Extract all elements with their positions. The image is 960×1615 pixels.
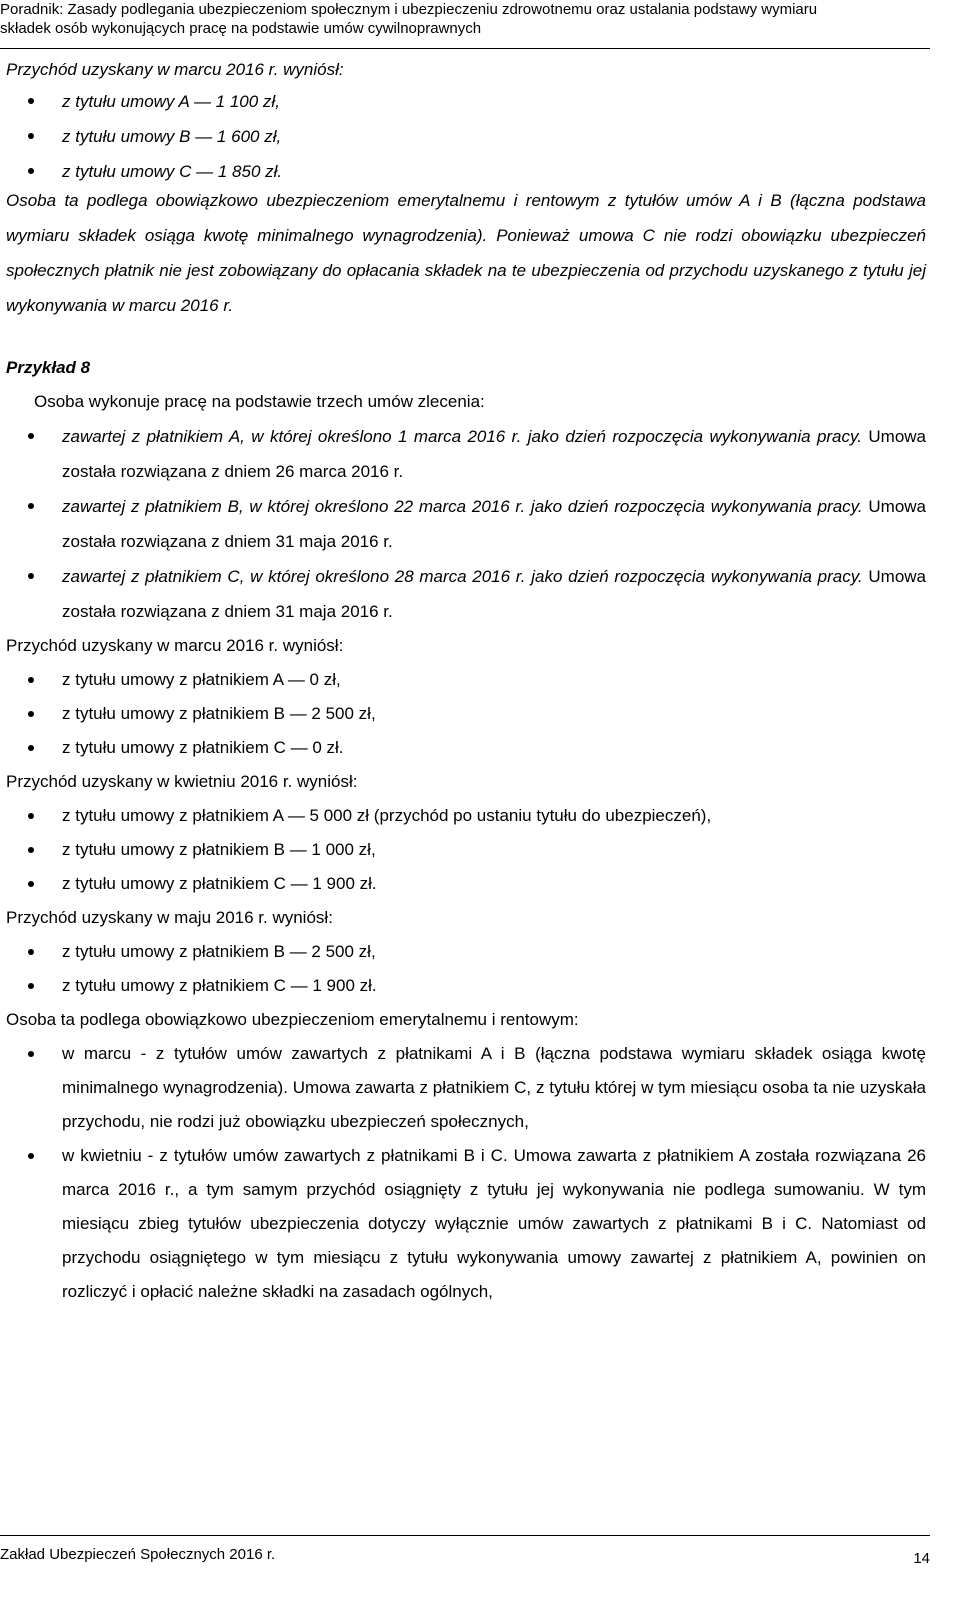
page-number: 14 <box>913 1550 930 1567</box>
conclusion-item-april: w kwietniu - z tytułów umów zawartych z płatnikami B i C. Umowa zawarta z płatnikiem A została rozwiązana 26 marca 2016 r., a tym samym przychód osiągnięty z tytułu jej wykonywania nie podlega sumowaniu. W tym miesiącu zbieg tytułów ubezpieczenia dotyczy wyłącznie umów zawartych z płatnikami B i C. Natomiast od przychodu osiągniętego w tym miesiącu z tytułu wykonywania umowy zawartej z płatnikiem A, powinien on rozliczyć i opłacić należne składki na zasadach ogólnych, <box>6 1139 926 1309</box>
income-march-items <box>6 663 926 765</box>
example-intro: Osoba wykonuje pracę na podstawie trzech umów zlecenia: <box>34 392 485 411</box>
contract-end: Umowa została rozwiązana z dniem 26 marca 2016 r. <box>62 427 926 481</box>
page-header <box>0 0 930 38</box>
income-march-list <box>6 84 926 189</box>
list-item: z tytułu umowy z płatnikiem C — 1 900 zł. <box>6 867 926 901</box>
list-item: z tytułu umowy z płatnikiem A — 5 000 zł (przychód po ustaniu tytułu do ubezpieczeń), <box>6 799 926 833</box>
contract-text: zawartej z płatnikiem B, w której określono 22 marca 2016 r. jako dzień rozpoczęcia wykonywania pracy. <box>62 497 863 516</box>
conclusion-item-march: w marcu - z tytułów umów zawartych z płatnikami A i B (łączna podstawa wymiaru składek osiąga kwotę minimalnego wynagrodzenia). Umowa zawarta z płatnikiem C, z tytułu której w tym miesiącu osoba ta nie uzyskała przychodu, nie rodzi już obowiązku ubezpieczeń społecznych, <box>6 1037 926 1139</box>
contract-text: zawartej z płatnikiem A, w której określono 1 marca 2016 r. jako dzień rozpoczęcia wykonywania pracy. <box>62 427 862 446</box>
footer-rule <box>0 1535 930 1536</box>
list-item: z tytułu umowy z płatnikiem C — 0 zł. <box>6 731 926 765</box>
list-item: z tytułu umowy z płatnikiem C — 1 900 zł. <box>6 969 926 1003</box>
conclusion-intro: Osoba ta podlega obowiązkowo ubezpieczeniom emerytalnemu i rentowym: <box>6 1010 579 1029</box>
income-april-items <box>6 799 926 901</box>
list-item: z tytułu umowy z płatnikiem A — 0 zł, <box>6 663 926 697</box>
list-item: z tytułu umowy z płatnikiem B — 2 500 zł, <box>6 935 926 969</box>
list-item: z tytułu umowy B — 1 600 zł, <box>6 119 926 154</box>
section1-paragraph: Osoba ta podlega obowiązkowo ubezpieczeniom emerytalnemu i rentowym z tytułów umów A i B (łączna podstawa wymiaru składek osiąga kwotę minimalnego wynagrodzenia). Ponieważ umowa C nie rodzi obowiązku ubezpieczeń społecznych płatnik nie jest zobowiązany do opłacania składek na te ubezpieczenia od przychodu uzyskanego z tytułu jej wykonywania w marcu 2016 r. <box>6 191 926 315</box>
income-march-heading: Przychód uzyskany w marcu 2016 r. wyniósł: <box>6 636 344 655</box>
example-title: Przykład 8 <box>6 358 91 377</box>
income-may-items <box>6 935 926 1003</box>
list-item: z tytułu umowy z płatnikiem B — 1 000 zł, <box>6 833 926 867</box>
footer-publisher: Zakład Ubezpieczeń Społecznych 2016 r. <box>0 1546 276 1563</box>
contract-end: Umowa została rozwiązana z dniem 31 maja 2016 r. <box>62 567 926 621</box>
page-content <box>6 56 926 1309</box>
list-item: z tytułu umowy A — 1 100 zł, <box>6 84 926 119</box>
contracts-list <box>6 419 926 629</box>
header-title-line-2: składek osób wykonujących pracę na podstawie umów cywilnoprawnych <box>0 20 482 37</box>
header-rule <box>0 48 930 49</box>
contract-end: Umowa została rozwiązana z dniem 31 maja 2016 r. <box>62 497 927 551</box>
income-may-heading: Przychód uzyskany w maju 2016 r. wyniósł: <box>6 908 333 927</box>
contract-text: zawartej z płatnikiem C, w której określono 28 marca 2016 r. jako dzień rozpoczęcia wykonywania pracy. <box>62 567 863 586</box>
contract-item <box>6 419 926 489</box>
income-april-heading: Przychód uzyskany w kwietniu 2016 r. wyniósł: <box>6 772 358 791</box>
list-item: z tytułu umowy z płatnikiem B — 2 500 zł, <box>6 697 926 731</box>
contract-item <box>6 489 926 559</box>
contract-item <box>6 559 926 629</box>
list-item: z tytułu umowy C — 1 850 zł. <box>6 154 926 189</box>
income-march-intro: Przychód uzyskany w marcu 2016 r. wyniósł: <box>6 60 344 79</box>
conclusion-list <box>6 1037 926 1309</box>
header-title-line-1: Poradnik: Zasady podlegania ubezpieczeniom społecznym i ubezpieczeniu zdrowotnemu oraz ustalania podstawy wymiaru <box>0 1 818 18</box>
